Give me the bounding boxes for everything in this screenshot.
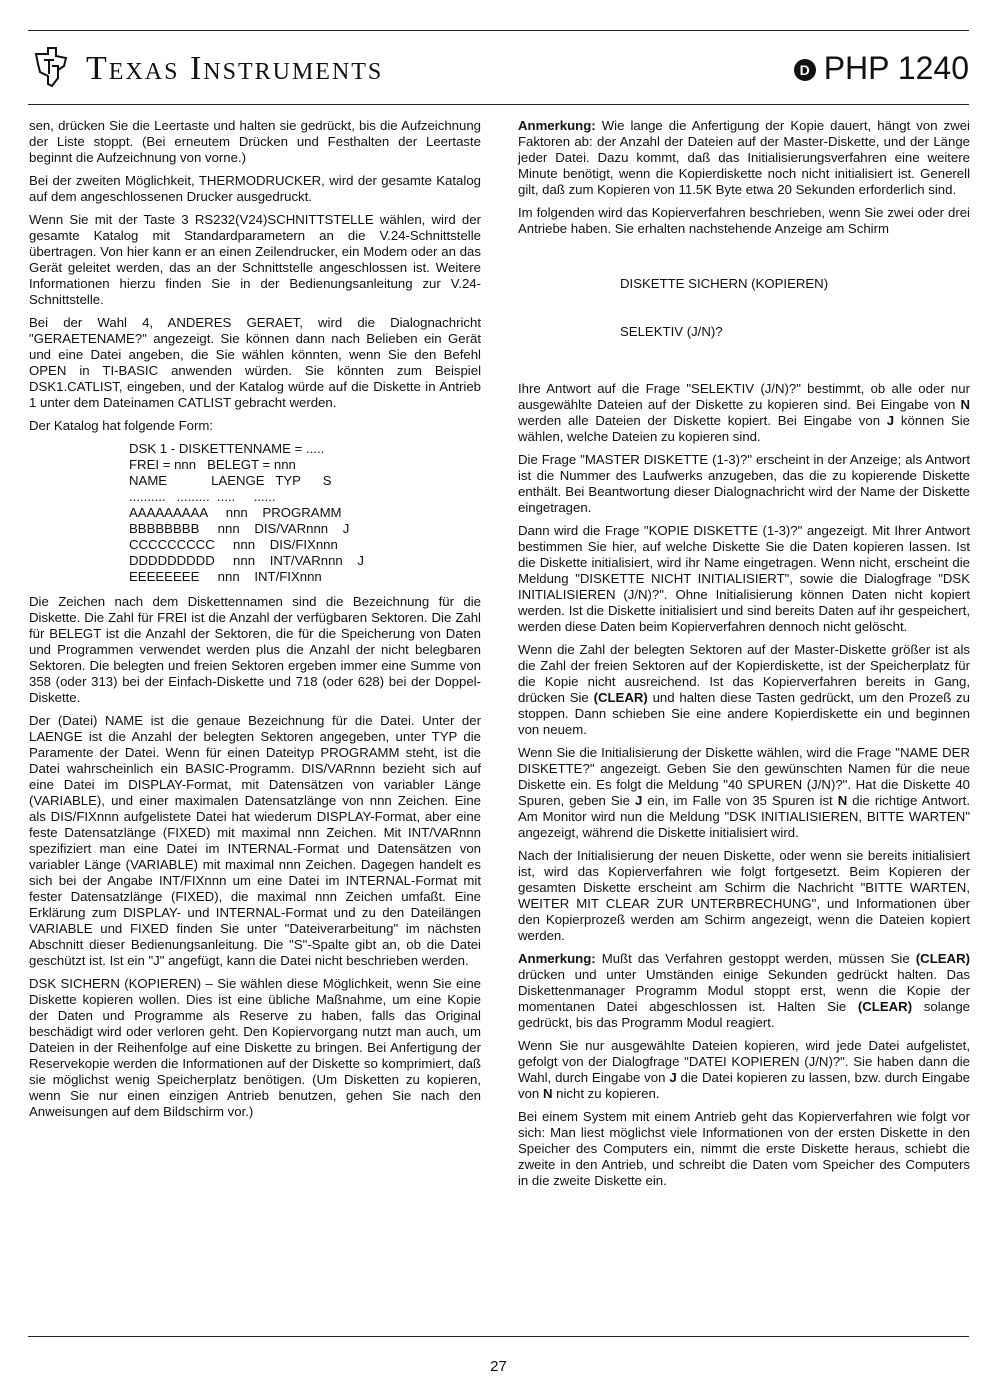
text-run: Wenn Sie die Initialisierung der Diskette wählen, wird die Frage "NAME DER DISKETTE?" angezeigt. Geben Sie den gewünschten Namen für die neue Diskette ein. Es folgt die Meldung "40 SPUREN (J/N)?". Hat die Diskette 40 Spuren, geben Sie [518, 745, 970, 808]
left-column [29, 118, 481, 1127]
text-run: Wenn Sie nur ausgewählte Dateien kopieren, wird jede Datei aufgelistet, gefolgt von der Dialogfrage "DATEI KOPIEREN (J/N)?". Sie haben dann die Wahl, durch Eingabe von [518, 1038, 970, 1085]
text-run: Ihre Antwort auf die Frage "SELEKTIV (J/N)?" bestimmt, ob alle oder nur ausgewählte Dateien auf der Diskette zu kopieren sind. Bei Eingabe von [518, 381, 970, 412]
paragraph: Bei einem System mit einem Antrieb geht das Kopierverfahren wie folgt vor sich: Man liest möglichst viele Informationen von der ersten Diskette in den Speicher des Computers ein, nimmt die erste Diskette heraus, schiebt die zweite in den Antrieb, und schreibt die Daten vom Speicher des Computers in die zweite Diskette ein. [518, 1109, 970, 1188]
paragraph [518, 951, 970, 1031]
right-column [518, 118, 970, 1196]
paragraph: Nach der Initialisierung der neuen Diskette, oder wenn sie bereits initialisiert ist, wird das Kopierverfahren wie folgt fortgesetzt. Beim Kopieren der gesamten Diskette erscheint am Schirm die Nachricht "BITTE WARTEN, WEITER MIT CLEAR ZUR UNTERBRECHUNG", und Informationen über den Kopierprozeß werden am Schirm angezeigt, wenn die Dateien kopiert werden. [518, 848, 970, 943]
catalog-line: CCCCCCCCC nnn DIS/FIXnnn [129, 537, 338, 552]
paragraph: Wenn Sie mit der Taste 3 RS232(V24)SCHNITTSTELLE wählen, wird der gesamte Katalog mit Standardparametern an die V.24-Schnittstelle übertragen. Von hier kann er an einen Zeilendrucker, ein Modem oder an das Gerät geleitet werden, das an der Schnittstelle angeschlossen ist. Weitere Informationen hierzu finden Sie in der Bedienungsanleitung zur V.24-Schnittstelle. [29, 212, 481, 307]
text-run: solange gedrückt, bis das Programm Modul reagiert. [518, 999, 970, 1030]
paragraph [518, 745, 970, 841]
screen-display [620, 244, 970, 372]
paragraph [518, 381, 970, 445]
paragraph: Bei der zweiten Möglichkeit, THERMODRUCKER, wird der gesamte Katalog auf dem angeschlossenen Drucker ausgedruckt. [29, 173, 481, 204]
note-label: Anmerkung: [518, 118, 596, 133]
text-run: drücken und unter Umständen einige Sekunden gedrückt halten. Das Diskettenmanager Programm Modul stoppt erst, wenn die Kopie der momentanen Datei abgeschlossen ist. Halten Sie [518, 967, 970, 1014]
product-code [794, 50, 969, 87]
key-label: J [669, 1070, 677, 1085]
paragraph [518, 1038, 970, 1102]
key-label: N [960, 397, 970, 412]
catalog-line: .......... ......... ..... ...... [129, 489, 276, 504]
paragraph [518, 118, 970, 198]
key-label: N [837, 793, 848, 808]
catalog-line: DDDDDDDDD nnn INT/VARnnn J [129, 553, 364, 568]
screen-line: SELEKTIV (J/N)? [620, 324, 723, 339]
paragraph: Die Frage "MASTER DISKETTE (1-3)?" erscheint in der Anzeige; als Antwort ist die Nummer des Laufwerks anzugeben, das die zu kopierende Diskette enthält. Bei Beantwortung dieser Dialognachricht wird der Name der Diskette eingetragen. [518, 452, 970, 515]
ti-logo-icon [28, 44, 74, 90]
key-label: N [542, 1086, 553, 1101]
screen-line: DISKETTE SICHERN (KOPIEREN) [620, 276, 829, 291]
top-rule [28, 30, 969, 31]
product-label: PHP 1240 [823, 50, 969, 86]
catalog-line: DSK 1 - DISKETTENNAME = ..... [129, 441, 325, 456]
paragraph: sen, drücken Sie die Leertaste und halten sie gedrückt, bis die Aufzeichnung der Liste stoppt. (Bei erneutem Drücken und Festhalten der Leertaste beginnt die Aufzeichnung von vorne.) [29, 118, 481, 165]
catalog-listing [129, 441, 481, 585]
text-run: Wenn die Zahl der belegten Sektoren auf der Master-Diskette größer ist als die Zahl der freien Sektoren auf der Kopierdiskette, ist der Speicherplatz für die Kopie nicht ausreichend. Ist das Kopierverfahren bereits in Gang, drücken Sie [518, 642, 970, 705]
paragraph: Der (Datei) NAME ist die genaue Bezeichnung für die Datei. Unter der LAENGE ist die Anzahl der belegten Sektoren angegeben, unter TYP die Paramente der Datei. Wenn für einen Dateityp PROGRAMM steht, ist die Datei wahrscheinlich ein BASIC-Programm. DIS/VARnnn bezieht sich auf eine Datei im DISPLAY-Format, mit Datensätzen von variabler Länge (VARIABLE), und einer maximalen Datensatzlänge von nnn Zeichen. Eine als DIS/FIXnnn aufgelistete Datei hat wiederum DISPLAY-Format, aber eine feste Datensatzlänge (FIXED) mit maximal nnn Zeichen. Mit INT/VARnnn spezifiziert man eine Datei im INTERNAL-Format und Datensätzen von variabler Länge (VARIABLE) mit maximal nnn Zeichen. Dagegen handelt es sich bei der Angabe INT/FIXnnn um eine Datei im INTERNAL-Format mit fester Datensatzlänge (FIXED), die maximal nnn Zeichen umfaßt. Eine Erklärung zum DISPLAY- und INTERNAL-Format und zu den Dateilängen VARIABLE und FIXED finden Sie unter "Dateiverarbeitung" im nächsten Abschnitt dieser Bedienungsanleitung. Die "S"-Spalte gibt an, ob die Datei geschützt ist. Ist ein "J" angefügt, kann die Datei nicht beschrieben werden. [29, 713, 481, 968]
note-label: Anmerkung: [518, 951, 596, 966]
catalog-line: EEEEEEEE nnn INT/FIXnnn [129, 569, 322, 584]
paragraph: Die Zeichen nach dem Diskettennamen sind die Bezeichnung für die Diskette. Die Zahl für FREI ist die Anzahl der verfügbaren Sektoren. Die Zahl für BELEGT ist die Anzahl der Sektoren, die für die Speicherung von Daten und Programmen verwendet werden plus die Anzahl der nicht belegbaren Sektoren. Die belegten und freien Sektoren ergeben immer eine Summe von 358 (oder 313) bei der Einfach-Diskette und 718 (oder 628) bei der Doppel-Diskette. [29, 594, 481, 705]
header-rule [28, 104, 969, 105]
text-run: die richtige Antwort. Am Monitor wird nun die Meldung "DSK INITIALISIEREN, BITTE WARTEN" angezeigt, während die Diskette initialisiert wird. [518, 793, 970, 840]
page-number: 27 [490, 1358, 507, 1375]
text-run: nicht zu kopieren. [552, 1086, 660, 1101]
catalog-line: FREI = nnn BELEGT = nnn [129, 457, 296, 472]
text-run: können Sie wählen, welche Dateien zu kopieren sind. [518, 413, 970, 444]
key-label: (CLEAR) [593, 690, 648, 705]
paragraph: Bei der Wahl 4, ANDERES GERAET, wird die Dialognachricht "GERAETENAME?" angezeigt. Sie können dann nach Belieben ein Gerät und eine Datei angeben, die Sie wählen könnten, wenn Sie den Befehl OPEN in TI-BASIC anwenden würden. Sie könnten zum Beispiel DSK1.CATLIST, eingeben, und der Katalog würde auf die Diskette in Antrieb 1 unter dem Dateinamen CATLIST gebracht werden. [29, 315, 481, 410]
catalog-line: BBBBBBBB nnn DIS/VARnnn J [129, 521, 350, 536]
text-run: Mußt das Verfahren gestoppt werden, müssen Sie [595, 951, 916, 966]
brand-name: Texas Instruments [86, 50, 384, 87]
paragraph: Im folgenden wird das Kopierverfahren beschrieben, wenn Sie zwei oder drei Antriebe haben. Sie erhalten nachstehende Anzeige am Schirm [518, 205, 970, 236]
product-mark: D [794, 59, 816, 81]
text-run: werden alle Dateien der Diskette kopiert. Bei Eingabe von [518, 413, 887, 428]
catalog-line: NAME LAENGE TYP S [129, 473, 332, 488]
paragraph: DSK SICHERN (KOPIEREN) – Sie wählen diese Möglichkeit, wenn Sie eine Diskette kopieren wollen. Dies ist eine übliche Maßnahme, um eine Kopie der Daten und Programme als Reserve zu haben, falls das Original beschädigt wird oder verloren geht. Den Kopiervorgang nutzt man auch, um Dateien in der Reihenfolge auf eine Diskette zu bringen. Bei Anfertigung der Reservekopie werden die Informationen auf der Diskette so komprimiert, daß sie möglichst wenig Speicherplatz benötigen. (Um Disketten zu kopieren, wenn Sie nur einen einzigen Antrieb benutzen, gehen Sie nach den Anweisungen auf dem Bildschirm vor.) [29, 976, 481, 1119]
text-run: die Datei kopieren zu lassen, bzw. durch Eingabe von [518, 1070, 970, 1101]
key-label: J [634, 793, 643, 808]
key-label: (CLEAR) [915, 951, 970, 966]
text-run: und halten diese Tasten gedrückt, um den Prozeß zu stoppen. Dann schieben Sie eine andere Kopierdiskette ein und beginnen von neuem. [518, 690, 970, 737]
paragraph: Dann wird die Frage "KOPIE DISKETTE (1-3)?" angezeigt. Mit Ihrer Antwort bestimmen Sie hier, auf welche Diskette Sie die Daten kopieren lassen. Ist die Diskette initialisiert, wird ihr Name eingetragen. Wenn nicht, erscheint die Meldung "DISKETTE NICHT INITIALISIERT", sowie die Dialogfrage "DSK INITIALISIEREN (J/N)?". Ohne Initialisierung können Daten nicht kopiert werden. Ist die Diskette initialisiert und sind bereits Daten auf ihr gespeichert, werden diese Daten beim Kopierverfahren dennoch nicht gelöscht. [518, 523, 970, 634]
paragraph [518, 642, 970, 738]
key-label: J [886, 413, 895, 428]
page-header [28, 38, 969, 98]
paragraph: Der Katalog hat folgende Form: [29, 418, 213, 433]
text-run: ein, im Falle von 35 Spuren ist [642, 793, 838, 808]
note-text: Wie lange die Anfertigung der Kopie dauert, hängt von zwei Faktoren ab: der Anzahl der Dateien auf der Master-Diskette, und der Länge jeder Datei. Dazu kommt, daß das Initialisierungsverfahren eine weitere Minute benötigt, wenn die Kopierdiskette noch nicht initialisiert ist. Generell gilt, daß zum Kopieren von 11.5K Byte etwa 20 Sekunden erforderlich sind. [518, 118, 970, 197]
footer-rule [28, 1336, 969, 1337]
catalog-line: AAAAAAAAA nnn PROGRAMM [129, 505, 342, 520]
key-label: (CLEAR) [857, 999, 913, 1014]
